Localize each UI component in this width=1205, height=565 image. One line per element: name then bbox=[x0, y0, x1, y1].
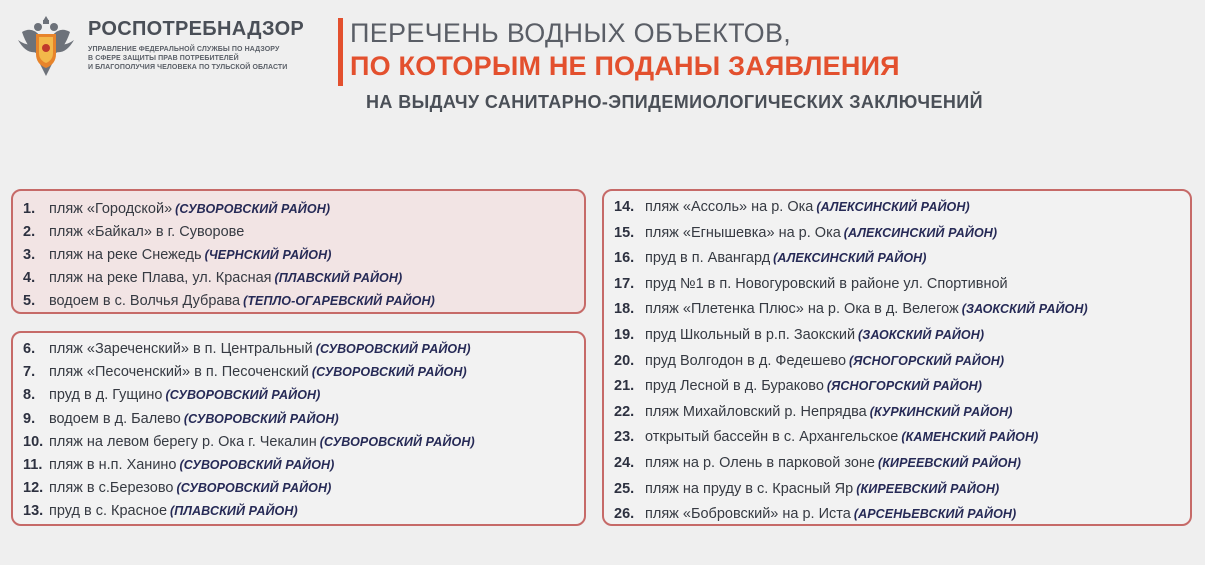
item-text: пляж на реке Плава, ул. Красная bbox=[49, 270, 272, 286]
item-district: (СУВОРОВСКИЙ РАЙОН) bbox=[315, 342, 471, 356]
item-number: 17. bbox=[614, 275, 635, 292]
organization-name: РОСПОТРЕБНАДЗОР bbox=[88, 18, 305, 40]
item-number: 3. bbox=[23, 247, 36, 263]
page-title-line-1: ПЕРЕЧЕНЬ ВОДНЫХ ОБЪЕКТОВ, bbox=[350, 18, 792, 48]
list-item bbox=[614, 374, 1190, 400]
item-number: 26. bbox=[614, 506, 635, 523]
item-text: пляж в н.п. Ханино bbox=[49, 456, 177, 473]
item-district: (СУВОРОВСКИЙ РАЙОН) bbox=[319, 434, 475, 449]
item-text: пляж «Плетенка Плюс» на р. Ока в д. Велегож bbox=[645, 301, 959, 318]
list-item bbox=[23, 408, 584, 431]
item-number: 8. bbox=[23, 387, 36, 404]
item-district: (ПЛАВСКИЙ РАЙОН) bbox=[170, 504, 298, 519]
item-district: (СУВОРОВСКИЙ РАЙОН) bbox=[179, 457, 335, 472]
list-item bbox=[614, 195, 1190, 221]
page-title-line-2: ПО КОТОРЫМ НЕ ПОДАНЫ ЗАЯВЛЕНИЯ bbox=[350, 51, 900, 81]
item-district: (КУРКИНСКИЙ РАЙОН) bbox=[869, 404, 1013, 419]
list-item bbox=[614, 272, 1190, 298]
item-number: 20. bbox=[614, 352, 635, 369]
item-district: (СУВОРОВСКИЙ РАЙОН) bbox=[165, 388, 321, 403]
organization-subtitle-line: В СФЕРЕ ЗАЩИТЫ ПРАВ ПОТРЕБИТЕЛЕЙ bbox=[88, 55, 239, 62]
item-text: пруд №1 в п. Новогуровский в районе ул. Спортивной bbox=[645, 275, 1008, 292]
item-text: пляж в с.Березово bbox=[49, 480, 174, 497]
list-item bbox=[23, 244, 584, 267]
list-item bbox=[614, 297, 1190, 323]
page-title-line-3: НА ВЫДАЧУ САНИТАРНО-ЭПИДЕМИОЛОГИЧЕСКИХ ЗАКЛЮЧЕНИЙ bbox=[366, 92, 983, 112]
item-number: 1. bbox=[23, 201, 36, 217]
item-number: 23. bbox=[614, 429, 635, 446]
item-text: пляж «Городской» bbox=[49, 201, 173, 217]
list-item bbox=[614, 477, 1190, 503]
item-text: пляж «Зареченский» в п. Центральный bbox=[49, 341, 313, 357]
list-item bbox=[23, 431, 584, 454]
list-item bbox=[23, 267, 584, 290]
item-district: (СУВОРОВСКИЙ РАЙОН) bbox=[176, 481, 332, 496]
emblem-logo bbox=[12, 10, 80, 82]
title-accent-bar bbox=[338, 18, 343, 86]
item-number: 22. bbox=[614, 403, 635, 420]
item-number: 4. bbox=[23, 270, 36, 286]
item-district: (ЗАОКСКИЙ РАЙОН) bbox=[858, 327, 985, 342]
list-item bbox=[614, 502, 1190, 528]
list-item bbox=[23, 290, 584, 313]
item-number: 11. bbox=[23, 456, 43, 473]
item-district: (ПЛАВСКИЙ РАЙОН) bbox=[274, 271, 403, 285]
list-item bbox=[23, 454, 584, 477]
item-number: 13. bbox=[23, 503, 44, 520]
list-item bbox=[614, 425, 1190, 451]
list-box-left bbox=[11, 331, 586, 526]
item-number: 10. bbox=[23, 433, 44, 450]
list-item bbox=[614, 451, 1190, 477]
item-number: 16. bbox=[614, 250, 635, 267]
organization-subtitle bbox=[88, 45, 333, 72]
item-number: 15. bbox=[614, 224, 635, 241]
item-district: (АЛЕКСИНСКИЙ РАЙОН) bbox=[816, 200, 970, 214]
list-item bbox=[614, 323, 1190, 349]
item-text: пляж Михайловский р. Непрядва bbox=[645, 403, 867, 420]
item-district: (СУВОРОВСКИЙ РАЙОН) bbox=[311, 365, 467, 380]
item-text: пляж «Бобровский» на р. Иста bbox=[645, 506, 851, 523]
item-text: пруд Школьный в р.п. Заокский bbox=[645, 326, 856, 343]
organization-subtitle-line: И БЛАГОПОЛУЧИЯ ЧЕЛОВЕКА ПО ТУЛЬСКОЙ ОБЛАСТИ bbox=[88, 64, 288, 71]
item-number: 14. bbox=[614, 199, 635, 215]
item-number: 25. bbox=[614, 480, 635, 497]
item-district: (АЛЕКСИНСКИЙ РАЙОН) bbox=[843, 225, 998, 240]
item-text: пляж «Ассоль» на р. Ока bbox=[645, 199, 814, 215]
item-number: 7. bbox=[23, 364, 36, 381]
list-item bbox=[614, 400, 1190, 426]
item-district: (ЯСНОГОРСКИЙ РАЙОН) bbox=[826, 379, 983, 394]
item-district: (ЗАОКСКИЙ РАЙОН) bbox=[961, 302, 1088, 317]
item-text: водоем в д. Балево bbox=[49, 410, 181, 427]
organization-block bbox=[88, 18, 333, 72]
list-item bbox=[23, 221, 584, 244]
item-district: (АЛЕКСИНСКИЙ РАЙОН) bbox=[773, 251, 927, 266]
item-number: 9. bbox=[23, 410, 36, 427]
organization-subtitle-line: УПРАВЛЕНИЕ ФЕДЕРАЛЬНОЙ СЛУЖБЫ ПО НАДЗОРУ bbox=[88, 46, 280, 53]
list-item bbox=[614, 246, 1190, 272]
item-text: пляж «Егнышевка» на р. Ока bbox=[645, 224, 841, 241]
item-number: 2. bbox=[23, 224, 36, 240]
list-item bbox=[23, 361, 584, 384]
list-box-right bbox=[602, 189, 1192, 526]
list-item bbox=[23, 198, 584, 221]
item-text: водоем в с. Волчья Дубрава bbox=[49, 293, 241, 309]
list-item bbox=[23, 500, 584, 523]
list-item bbox=[23, 338, 584, 361]
item-text: пруд в с. Красное bbox=[49, 503, 168, 520]
item-district: (ЧЕРНСКИЙ РАЙОН) bbox=[204, 248, 332, 262]
list-item bbox=[23, 384, 584, 407]
item-district: (КИРЕЕВСКИЙ РАЙОН) bbox=[877, 455, 1021, 470]
item-text: открытый бассейн в с. Архангельское bbox=[645, 429, 899, 446]
item-number: 5. bbox=[23, 293, 36, 309]
list-item bbox=[614, 349, 1190, 375]
item-text: пляж на р. Олень в парковой зоне bbox=[645, 454, 875, 471]
item-number: 12. bbox=[23, 480, 44, 497]
item-text: пляж на реке Снежедь bbox=[49, 247, 202, 263]
item-number: 24. bbox=[614, 454, 635, 471]
item-district: (ТЕПЛО-ОГАРЕВСКИЙ РАЙОН) bbox=[243, 294, 435, 308]
item-district: (СУВОРОВСКИЙ РАЙОН) bbox=[183, 411, 339, 426]
item-text: пруд Лесной в д. Бураково bbox=[645, 378, 824, 395]
item-district: (ЯСНОГОРСКИЙ РАЙОН) bbox=[849, 353, 1005, 368]
list-item bbox=[614, 221, 1190, 247]
item-number: 19. bbox=[614, 326, 635, 343]
list-item bbox=[23, 477, 584, 500]
item-district: (КИРЕЕВСКИЙ РАЙОН) bbox=[856, 481, 1000, 496]
item-district: (КАМЕНСКИЙ РАЙОН) bbox=[901, 430, 1039, 445]
item-number: 21. bbox=[614, 378, 635, 395]
item-number: 6. bbox=[23, 341, 36, 357]
item-district: (СУВОРОВСКИЙ РАЙОН) bbox=[175, 202, 331, 216]
item-text: пляж на пруду в с. Красный Яр bbox=[645, 480, 854, 497]
item-number: 18. bbox=[614, 301, 635, 318]
list-box-pink bbox=[11, 189, 586, 314]
item-district: (АРСЕНЬЕВСКИЙ РАЙОН) bbox=[853, 507, 1017, 522]
item-text: пруд в д. Гущино bbox=[49, 387, 163, 404]
item-text: пляж «Песоченский» в п. Песоченский bbox=[49, 364, 309, 381]
item-text: пруд в п. Авангард bbox=[645, 250, 771, 267]
item-text: пляж «Байкал» в г. Суворове bbox=[49, 224, 245, 240]
item-text: пляж на левом берегу р. Ока г. Чекалин bbox=[49, 433, 317, 450]
item-text: пруд Волгодон в д. Федешево bbox=[645, 352, 847, 369]
